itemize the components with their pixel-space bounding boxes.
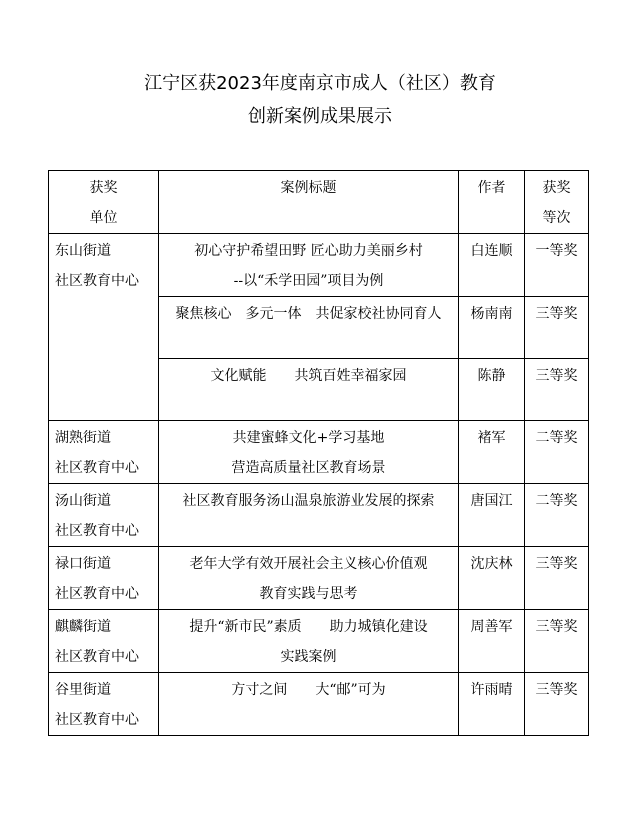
case-title-cell: 文化赋能 共筑百姓幸福家园	[159, 359, 459, 421]
case-title-cell: 提升“新市民”素质 助力城镇化建设 实践案例	[159, 610, 459, 673]
author-cell: 杨南南	[459, 297, 525, 359]
table-header-row	[49, 171, 589, 234]
document-title-line-1: 江宁区获2023年度南京市成人（社区）教育	[144, 73, 496, 94]
table-row	[49, 673, 589, 736]
award-cell: 三等奖	[525, 547, 589, 610]
header-unit: 获奖 单位	[49, 171, 159, 234]
author-cell: 周善军	[459, 610, 525, 673]
award-cell: 三等奖	[525, 297, 589, 359]
case-title-cell: 社区教育服务汤山温泉旅游业发展的探索	[159, 484, 459, 547]
author-cell: 陈静	[459, 359, 525, 421]
case-title-cell: 聚焦核心 多元一体 共促家校社协同育人	[159, 297, 459, 359]
unit-cell: 谷里街道 社区教育中心	[49, 673, 159, 736]
award-cell: 一等奖	[525, 234, 589, 297]
unit-cell: 湖熟街道 社区教育中心	[49, 421, 159, 484]
unit-cell: 东山街道 社区教育中心	[49, 234, 159, 421]
award-cell: 二等奖	[525, 484, 589, 547]
author-cell: 白连顺	[459, 234, 525, 297]
header-author: 作者	[459, 171, 525, 234]
award-cell: 三等奖	[525, 610, 589, 673]
table-row	[49, 234, 589, 297]
document-title-line-2: 创新案例成果展示	[248, 106, 392, 127]
author-cell: 唐国江	[459, 484, 525, 547]
award-cell: 三等奖	[525, 359, 589, 421]
unit-cell: 汤山街道 社区教育中心	[49, 484, 159, 547]
case-title-cell: 老年大学有效开展社会主义核心价值观 教育实践与思考	[159, 547, 459, 610]
unit-cell: 麒麟街道 社区教育中心	[49, 610, 159, 673]
case-title-cell: 方寸之间 大“邮”可为	[159, 673, 459, 736]
header-case-title: 案例标题	[159, 171, 459, 234]
table-row	[49, 484, 589, 547]
awards-table	[48, 170, 589, 736]
award-cell: 二等奖	[525, 421, 589, 484]
unit-cell: 禄口街道 社区教育中心	[49, 547, 159, 610]
table-row	[49, 421, 589, 484]
table-row	[49, 547, 589, 610]
case-title-cell: 初心守护希望田野 匠心助力美丽乡村 --以“禾学田园”项目为例	[159, 234, 459, 297]
award-cell: 三等奖	[525, 673, 589, 736]
header-award: 获奖 等次	[525, 171, 589, 234]
author-cell: 褚军	[459, 421, 525, 484]
table-row	[49, 610, 589, 673]
author-cell: 许雨晴	[459, 673, 525, 736]
case-title-cell: 共建蜜蜂文化+学习基地 营造高质量社区教育场景	[159, 421, 459, 484]
author-cell: 沈庆林	[459, 547, 525, 610]
